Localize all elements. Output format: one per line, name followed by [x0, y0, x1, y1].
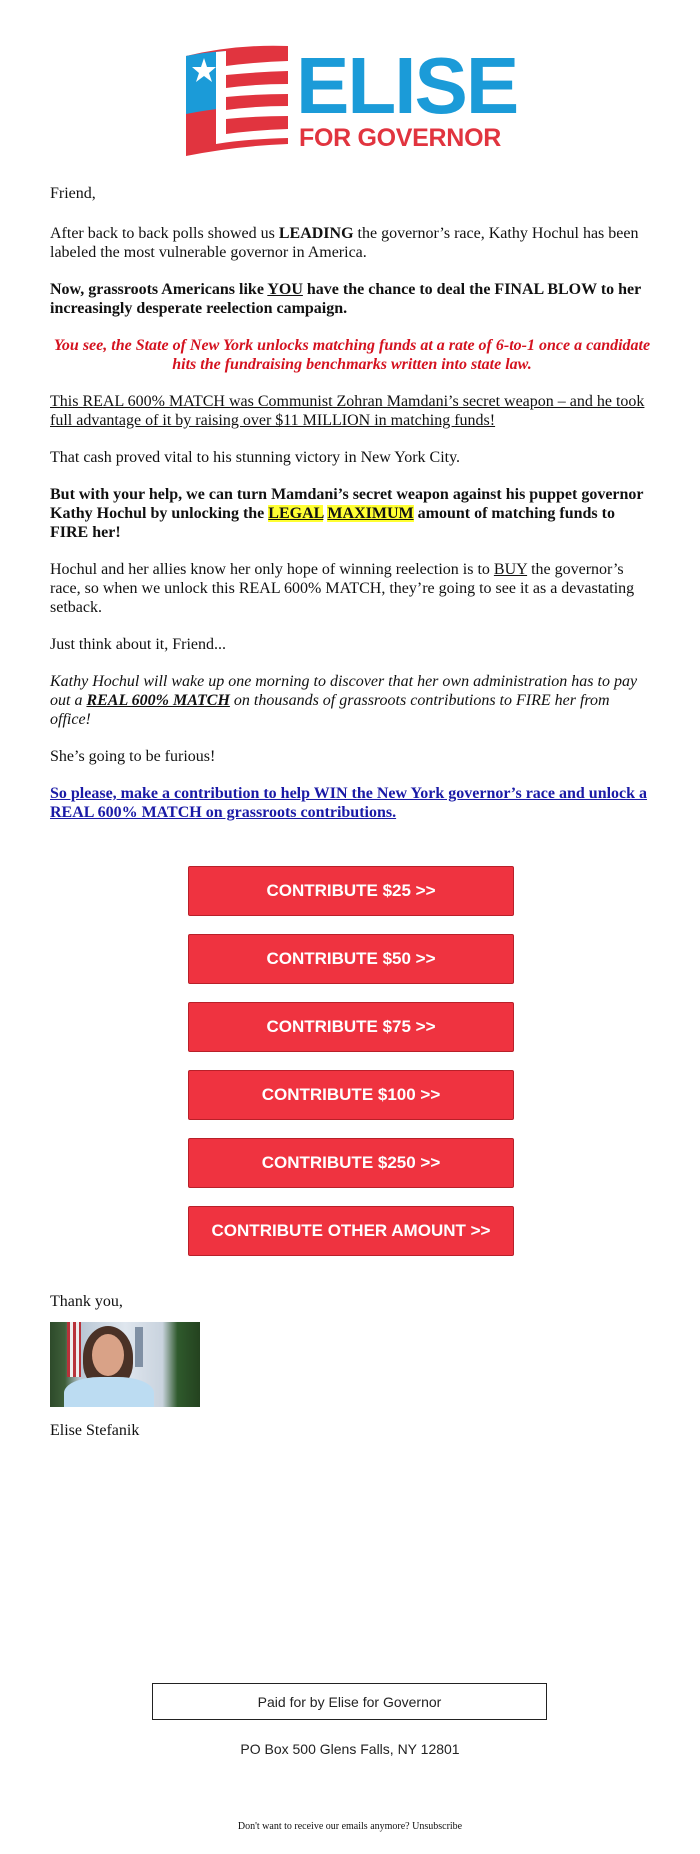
- unsubscribe-link[interactable]: Unsubscribe: [412, 1821, 463, 1832]
- candidate-photo: [50, 1322, 200, 1407]
- logo-name: ELISE: [296, 41, 518, 130]
- contribute-250-button[interactable]: CONTRIBUTE $250 >>: [188, 1138, 514, 1188]
- paid-for-text: Paid for by Elise for Governor: [257, 1693, 442, 1710]
- thanks-text: Thank you,: [50, 1293, 123, 1310]
- signer-name: Elise Stefanik: [50, 1422, 140, 1439]
- paragraph-final-blow: Now, grassroots Americans like YOU have the chance to deal the FINAL BLOW to her increasingly desperate reelection campaign.: [50, 281, 641, 317]
- contribute-25-button[interactable]: CONTRIBUTE $25 >>: [188, 866, 514, 916]
- contribute-50-button[interactable]: CONTRIBUTE $50 >>: [188, 934, 514, 984]
- paragraph-cash: That cash proved vital to his stunning victory in New York City.: [50, 449, 461, 466]
- logo-tagline: FOR GOVERNOR: [299, 124, 501, 152]
- paragraph-buy: Hochul and her allies know her only hope of winning reelection is to BUY the governor’s race, so when we unlock this REAL 600% MATCH, they’re going to see it as a devastating setback.: [50, 561, 635, 616]
- paragraph-matching-funds: You see, the State of New York unlocks matching funds at a rate of 6-to-1 once a candidate hits the fundraising benchmarks written into state law.: [53, 337, 651, 373]
- paid-for-box: [152, 1683, 547, 1720]
- paragraph-hochul-wake: Kathy Hochul will wake up one morning to discover that her own administration has to pay out a REAL 600% MATCH on thousands of grassroots contributions to FIRE her from office!: [50, 673, 638, 728]
- cta-link[interactable]: So please, make a contribution to help WIN the New York governor’s race and unlock a REAL 600% MATCH on grassroots contributions.: [50, 785, 648, 821]
- paragraph-furious: She’s going to be furious!: [50, 748, 216, 765]
- unsubscribe-text: Don't want to receive our emails anymore?: [237, 1821, 410, 1832]
- cta-paragraph: [50, 784, 654, 822]
- contribute-75-button[interactable]: CONTRIBUTE $75 >>: [188, 1002, 514, 1052]
- paragraph-leading: After back to back polls showed us LEADING the governor’s race, Kathy Hochul has been labeled the most vulnerable governor in America.: [50, 225, 639, 261]
- unsubscribe-line: [0, 1821, 700, 1833]
- flag-e-icon: [186, 44, 288, 156]
- paragraph-think: Just think about it, Friend...: [50, 636, 226, 653]
- mailing-address: PO Box 500 Glens Falls, NY 12801: [240, 1741, 460, 1757]
- contribute-100-button[interactable]: CONTRIBUTE $100 >>: [188, 1070, 514, 1120]
- paragraph-legal-maximum: But with your help, we can turn Mamdani’s secret weapon against his puppet governor Kathy Hochul by unlocking the LEGAL MAXIMUM amount of matching funds to FIRE her!: [50, 486, 644, 541]
- footer: [0, 1683, 700, 1833]
- email-body: [50, 184, 654, 1458]
- contribute-buttons: [188, 866, 514, 1256]
- greeting: Friend,: [50, 185, 96, 202]
- paragraph-mamdani: This REAL 600% MATCH was Communist Zohran Mamdani’s secret weapon – and he took full advantage of it by raising over $11 MILLION in matching funds!: [50, 393, 645, 429]
- contribute-other-button[interactable]: CONTRIBUTE OTHER AMOUNT >>: [188, 1206, 514, 1256]
